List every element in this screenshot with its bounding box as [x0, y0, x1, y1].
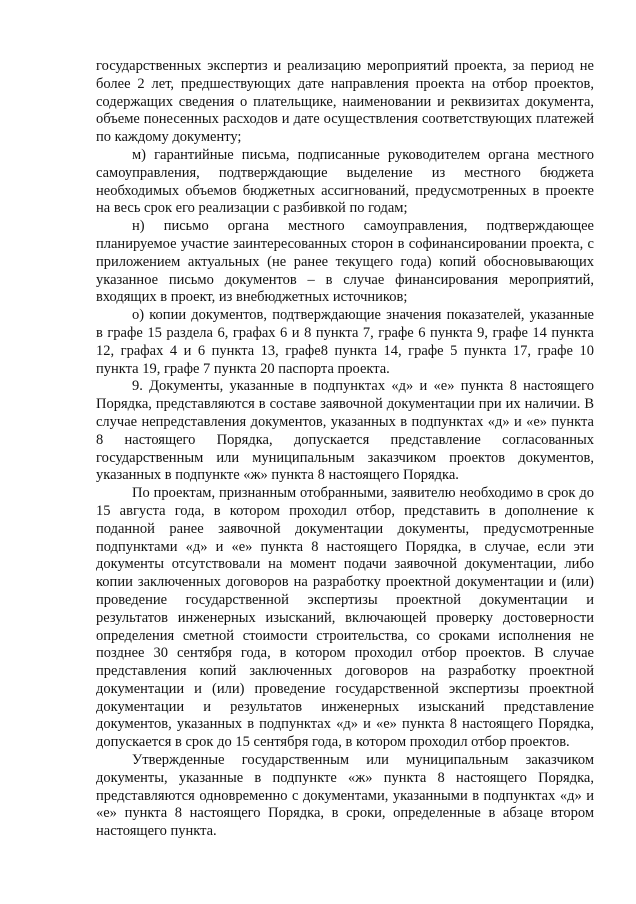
document-body: [96, 58, 594, 841]
paragraph-continuation: государственных экспертиз и реализацию мероприятий проекта, за период не более 2 лет, предшествующих дате направления проекта на отбор проектов, содержащих сведения о плательщике, наименовании и реквизитах документа, объеме понесенных расходов и дате осуществления соответствующих платежей по каждому документу;: [96, 58, 594, 146]
paragraph-clause-9: 9. Документы, указанные в подпунктах «д» и «е» пункта 8 настоящего Порядка, представляются в составе заявочной документации при их наличии. В случае непредставления документов, указанных в подпунктах «д» и «е» пункта 8 настоящего Порядка, допускается представление согласованных государственным или муниципальным заказчиком проектов документов, указанных в подпункте «ж» пункта 8 настоящего Порядка.: [96, 378, 594, 484]
paragraph-approved-documents: Утвержденные государственным или муниципальным заказчиком документы, указанные в подпункте «ж» пункта 8 настоящего Порядка, представляются одновременно с документами, указанными в подпунктах «д» и «е» пункта 8 настоящего Порядка, в сроки, определенные в абзаце втором настоящего пункта.: [96, 752, 594, 840]
paragraph-item-n: н) письмо органа местного самоуправления, подтверждающее планируемое участие заинтересованных сторон в софинансировании проекта, с приложением актуальных (не ранее текущего года) копий обосновывающих указанное письмо документов – в случае финансирования мероприятий, входящих в проект, из внебюджетных источников;: [96, 218, 594, 306]
paragraph-item-o: о) копии документов, подтверждающие значения показателей, указанные в графе 15 раздела 6, графах 6 и 8 пункта 7, графе 6 пункта 9, графе 14 пункта 12, графах 4 и 6 пункта 13, графе8 пункта 14, графе 5 пункта 17, графе 10 пункта 19, графе 7 пункта 20 паспорта проекта.: [96, 307, 594, 377]
paragraph-item-m: м) гарантийные письма, подписанные руководителем органа местного самоуправления, подтверждающие выделение из местного бюджета необходимых объемов бюджетных ассигнований, предусмотренных в проекте на весь срок его реализации с разбивкой по годам;: [96, 146, 594, 217]
paragraph-selected-projects: По проектам, признанным отобранными, заявителю необходимо в срок до 15 августа года, в котором проходил отбор, представить в дополнение к поданной ранее заявочной документации документы, предусмотренные подпунктами «д» и «е» пункта 8 настоящего Порядка, в случае, если эти документы отсутствовали на момент подачи заявочной документации, либо копии заключенных договоров на разработку проектной документации и (или) проведение государственной экспертизы проектной документации и результатов инженерных изысканий, включающей проверку достоверности определения сметной стоимости строительства, со сроками исполнения не позднее 30 сентября года, в котором проходил отбор проектов. В случае представления копий заключенных договоров на разработку проектной документации и (или) проведение государственной экспертизы проектной документации и результатов инженерных изысканий представление документов, указанных в подпунктах «д» и «е» пункта 8 настоящего Порядка, допускается в срок до 15 сентября года, в котором проходил отбор проектов.: [96, 485, 594, 751]
